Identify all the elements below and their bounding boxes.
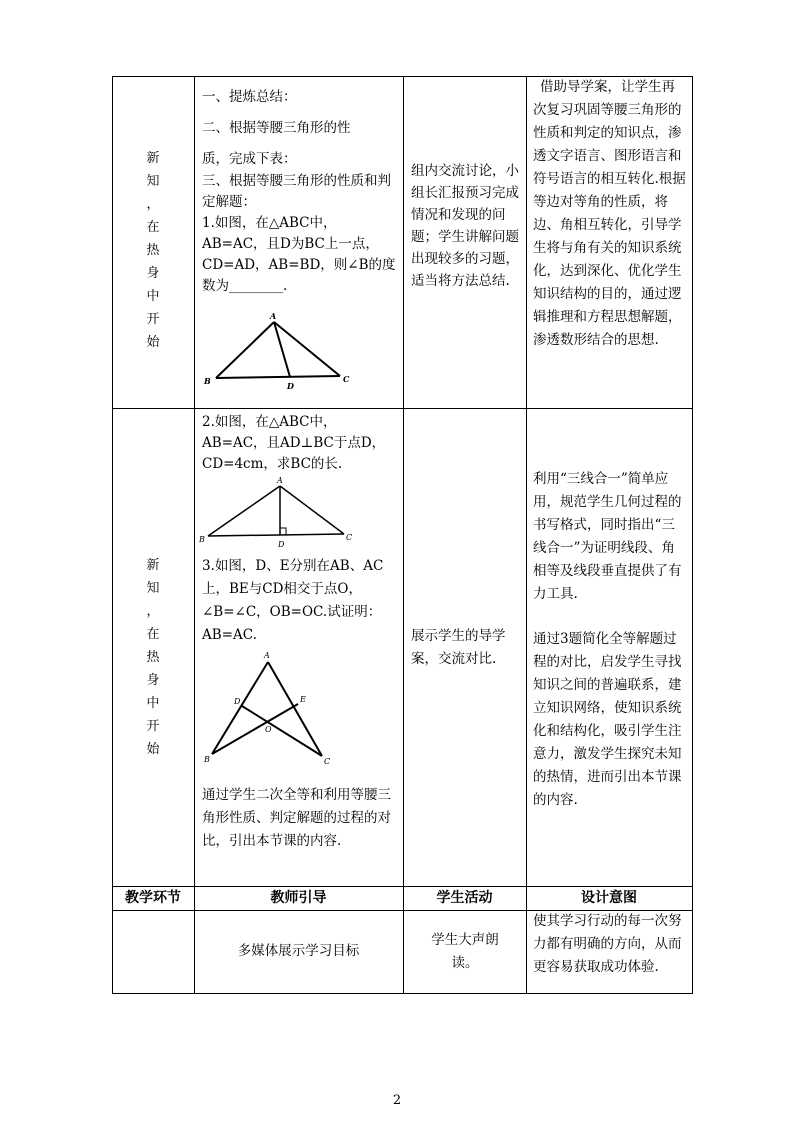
student-activity-3: 学生大声朗读。 (431, 932, 499, 971)
vertex-label-a: A (264, 651, 270, 660)
stage-char: 在 (146, 627, 160, 642)
design-intent-1: 借助导学案，让学生再次复习巩固等腰三角形的性质和判定的知识点，渗透文字语言、图形语言和符号语言的相互转化.根据等边对等角的性质，将边、角相互转化，引导学生将与角有关的知识系统化，达到深化、优化学生知识结构的目的，通过逻辑推理和方程思想解题，渗透数形结合的思想. (533, 79, 686, 348)
vertex-label-a: A (277, 476, 283, 485)
question-2: 2.如图，在△ABC中，AB=AC，且AD⊥BC于点D，CD=4cm，求BC的长. (202, 414, 386, 472)
student-activity-1: 组内交流讨论，小组长汇报预习完成情况和发现的问题；学生讲解问题出现较多的习题，适当将方法总结. (411, 163, 519, 289)
design-intent-2a: 利用“三线合一”简单应用，规范学生几何过程的书写格式，同时指出“三线合一”为证明线段、角相等及线段垂直提供了有力工具. (533, 471, 682, 602)
stage-char: 热 (146, 650, 160, 665)
row1-student-cell (411, 160, 519, 292)
vertex-label-o: O (265, 725, 272, 734)
vertex-label-e: E (300, 695, 306, 704)
header-teacher-guidance: 教师引导 (270, 890, 327, 906)
row2-student-cell (411, 625, 519, 671)
header-teaching-stage: 教学环节 (125, 890, 181, 906)
stage-char: 始 (146, 335, 160, 350)
vertex-label-d: D (287, 381, 294, 390)
triangle-figure-2 (196, 474, 356, 554)
column-divider-2 (403, 76, 404, 994)
stage-char: 中 (146, 289, 160, 304)
vertex-label-c: C (324, 757, 331, 766)
triangle-figure-1 (200, 310, 360, 390)
header-student-activity: 学生活动 (436, 890, 493, 906)
summary-step-2a: 二、根据等腰三角形的性 (202, 120, 351, 136)
row3-student-cell (418, 929, 512, 975)
vertex-label-b: B (204, 376, 211, 386)
row3-teacher-cell (194, 940, 403, 963)
question-3: 3.如图，D、E分别在AB、AC上，BE与CD相交于点O，∠B=∠C，OB=OC.试证明：AB=AC. (202, 558, 384, 643)
header-design-intent: 设计意图 (581, 890, 637, 906)
summary-step-2b: 质，完成下表： (202, 151, 297, 167)
column-divider-1 (194, 76, 195, 994)
row2-stage-label (112, 554, 194, 761)
stage-char: 新 (146, 558, 160, 573)
student-activity-2: 展示学生的导学案，交流对比. (411, 628, 506, 667)
stage-char: 知 (146, 581, 160, 596)
summary-step-1: 一、提炼总结： (202, 89, 297, 105)
stage-char: 在 (146, 220, 160, 235)
triangle-figure-3 (198, 648, 348, 770)
design-intent-3: 使其学习行动的每一次努力都有明确的方向，从而更容易获取成功体验. (533, 913, 682, 975)
question-1: 1.如图，在△ABC中，AB=AC，且D为BC上一点，CD=AD，AB=BD，则∠B的度数为________. (202, 215, 396, 294)
stage-char: ， (146, 197, 160, 212)
vertex-label-b: B (199, 535, 205, 544)
stage-char: 知 (146, 174, 160, 189)
row1-intent-cell (533, 76, 687, 352)
row2-summary-cell (202, 784, 398, 853)
stage-char: 新 (146, 151, 160, 166)
table-border-right (692, 76, 693, 994)
stage-char: 开 (146, 312, 160, 327)
vertex-label-c: C (343, 374, 350, 384)
vertex-label-b: B (204, 755, 210, 764)
page-number: 2 (392, 1093, 402, 1108)
column-divider-3 (526, 76, 527, 994)
stage-char: ， (146, 604, 160, 619)
stage-char: 始 (146, 742, 160, 757)
stage-char: 身 (146, 266, 160, 281)
stage-char: 身 (146, 673, 160, 688)
stage-char: 热 (146, 243, 160, 258)
row2-q3-cell (202, 555, 398, 647)
teacher-summary: 通过学生二次全等和利用等腰三角形性质、判定解题的过程的对比，引出本节课的内容. (202, 787, 391, 849)
stage-char: 中 (146, 696, 160, 711)
summary-step-3: 三、根据等腰三角形的性质和判定解题： (202, 173, 391, 210)
row1-teacher-cell (202, 86, 398, 297)
vertex-label-d: D (278, 540, 285, 549)
row2-q2-cell (202, 412, 398, 475)
vertex-label-d: D (234, 697, 241, 706)
teacher-guidance-3: 多媒体展示学习目标 (237, 943, 360, 959)
row3-intent-cell (533, 910, 687, 979)
vertex-label-a: A (270, 311, 277, 321)
stage-char: 开 (146, 719, 160, 734)
row2-intent-cell (533, 468, 687, 812)
row1-stage-label (112, 147, 194, 354)
design-intent-2b: 通过3题简化全等解题过程的对比，启发学生寻找知识之间的普遍联系，建立知识网络，使知识系统化和结构化，吸引学生注意力，激发学生探究未知的热情，进而引出本节课的内容. (533, 631, 682, 808)
vertex-label-c: C (346, 533, 353, 542)
